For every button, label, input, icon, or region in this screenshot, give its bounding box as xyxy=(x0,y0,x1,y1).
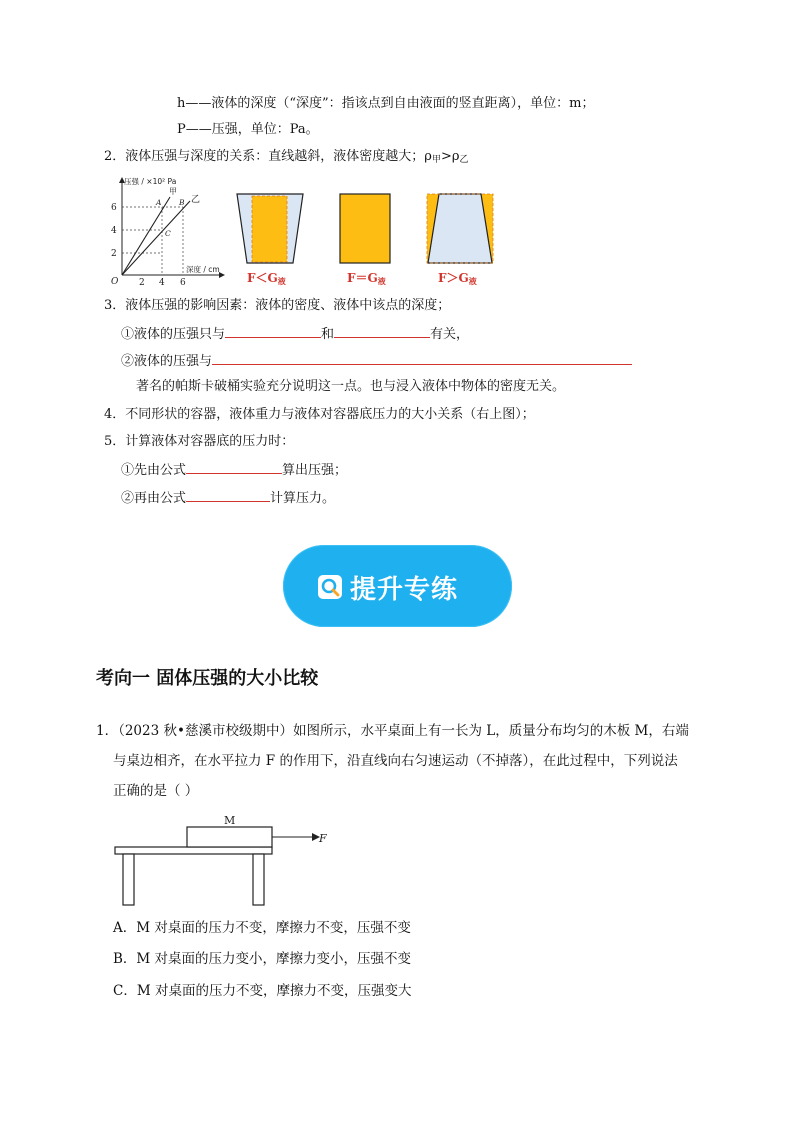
point-5-2: ②再由公式 计算压力。 xyxy=(121,488,335,508)
question-line-3: 正确的是（ ） xyxy=(113,783,199,799)
ytick-2: 2 xyxy=(111,249,117,259)
rho-sub-jia: 甲 xyxy=(431,155,441,165)
y-axis-label: 压强 / ×10² Pa xyxy=(124,177,177,186)
question-line-1: 1．（2023 秋•慈溪市校级期中）如图所示，水平桌面上有一长为 L，质量分布均匀的木板 M，右端 xyxy=(96,723,689,739)
option-b[interactable]: B．M 对桌面的压力变小，摩擦力变小，压强不变 xyxy=(113,951,412,967)
xtick-6: 6 xyxy=(180,278,186,287)
point-a-label: A xyxy=(156,198,162,207)
blank-1[interactable] xyxy=(225,324,321,338)
point-c-label: C xyxy=(165,229,171,238)
force-label: F xyxy=(319,832,327,845)
search-icon xyxy=(318,575,342,599)
pressure-depth-graph xyxy=(108,172,228,287)
container-2-label: $F=G_液$ xyxy=(347,271,386,286)
point-2-text: 2．液体压强与深度的关系：直线越斜，液体密度越大；ρ xyxy=(104,149,432,164)
option-c[interactable]: C．M 对桌面的压力不变，摩擦力不变，压强变大 xyxy=(113,983,412,999)
blank-5[interactable] xyxy=(186,488,270,502)
container-wide-bottom xyxy=(426,193,494,265)
blank-3[interactable] xyxy=(212,351,632,365)
container-1-label: $F<G_液$ xyxy=(247,271,286,286)
point-4: 4．不同形状的容器，液体重力与液体对容器底压力的大小关系（右上图）； xyxy=(104,407,535,422)
board-label: M xyxy=(224,814,236,827)
blank-2[interactable] xyxy=(334,324,430,338)
table-leg-right xyxy=(253,854,264,905)
point-5-1: ①先由公式 算出压强； xyxy=(121,460,347,480)
rho-mid: >ρ xyxy=(440,149,460,164)
point-3-note: 著名的帕斯卡破桶实验充分说明这一点。也与浸入液体中物体的密度无关。 xyxy=(136,379,566,394)
table-leg-left xyxy=(123,854,134,905)
origin-label: O xyxy=(111,277,119,287)
point-3-2: ②液体的压强与 xyxy=(121,351,632,371)
xtick-4: 4 xyxy=(159,278,165,287)
container-wide-top xyxy=(236,193,304,265)
ytick-6: 6 xyxy=(111,203,117,213)
point-3: 3．液体压强的影响因素：液体的密度、液体中该点的深度； xyxy=(104,298,451,313)
container-straight xyxy=(339,193,391,265)
x-axis-label: 深度 / cm xyxy=(186,265,220,274)
option-a[interactable]: A．M 对桌面的压力不变，摩擦力不变，压强不变 xyxy=(113,920,411,936)
line-jia xyxy=(122,197,170,275)
point-5: 5．计算液体对容器底的压力时： xyxy=(104,434,295,449)
section-heading: 考向一 固体压强的大小比较 xyxy=(96,668,319,689)
line-yi-label: 乙 xyxy=(191,195,201,205)
table-top xyxy=(115,847,272,854)
xtick-2: 2 xyxy=(139,278,145,287)
point-3-1: ①液体的压强只与 和 有关， xyxy=(121,324,469,344)
question-line-2: 与桌边相齐，在水平拉力 F 的作用下，沿直线向右匀速运动（不掉落），在此过程中，下列说法 xyxy=(113,753,678,769)
definition-p: P——压强，单位：Pa。 xyxy=(177,122,319,137)
line-yi xyxy=(122,201,190,275)
point-b-label: B xyxy=(179,198,185,207)
table-board-figure xyxy=(112,812,342,908)
ytick-4: 4 xyxy=(111,226,117,236)
container-3-label: $F>G_液$ xyxy=(438,271,477,286)
line-jia-label: 甲 xyxy=(169,187,177,196)
board-m xyxy=(187,827,272,847)
banner-text: 提升专练 xyxy=(350,575,459,605)
definition-h: h——液体的深度（“深度”：指该点到自由液面的竖直距离），单位：m； xyxy=(177,96,595,111)
point-2 xyxy=(104,148,469,169)
rho-sub-yi: 乙 xyxy=(459,155,469,165)
blank-4[interactable] xyxy=(186,460,282,474)
